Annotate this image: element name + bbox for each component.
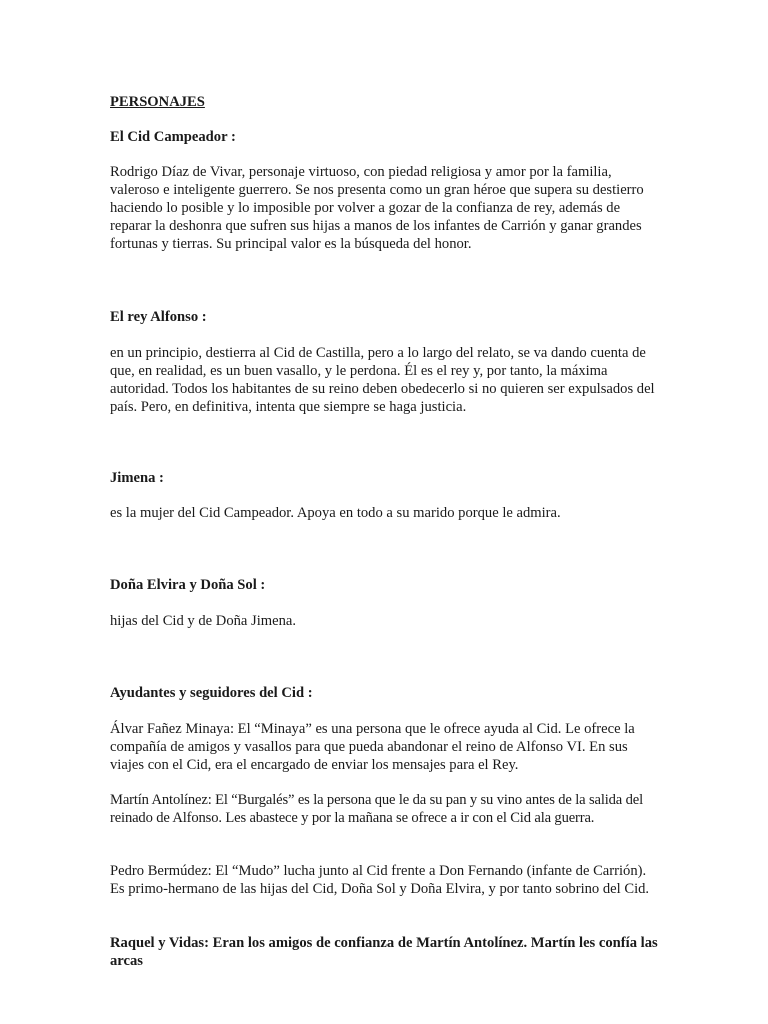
section-paragraph-martin-antolinez: Martín Antolínez: El “Burgalés” es la persona que le da su pan y su vino antes de la salida del reinado de Alfonso. Les abastece y por la mañana se ofrece a ir con el Cid ala guerra. bbox=[110, 792, 644, 826]
section-heading-jimena: Jimena : bbox=[110, 470, 164, 486]
section-heading-ayudantes: Ayudantes y seguidores del Cid : bbox=[110, 685, 313, 701]
section-heading-cid: El Cid Campeador : bbox=[110, 129, 236, 145]
section-heading-raquel-vidas: Raquel y Vidas: Eran los amigos de confianza de Martín Antolínez. Martín les confía las arcas bbox=[110, 935, 658, 969]
section-paragraph-rey-alfonso: en un principio, destierra al Cid de Castilla, pero a lo largo del relato, se va dando cuenta de que, en realidad, es un buen vasallo, y le perdona. Él es el rey y, por tanto, la máxima autoridad. Todos los habitantes de su reino deben obedecerlo si no quieren ser expulsados del país. Pero, en definitiva, intenta que siempre se haga justicia. bbox=[110, 345, 655, 415]
section-heading-elvira-sol: Doña Elvira y Doña Sol : bbox=[110, 577, 266, 593]
section-heading-rey-alfonso: El rey Alfonso : bbox=[110, 309, 207, 325]
section-paragraph-alvar-fanez: Álvar Fañez Minaya: El “Minaya” es una persona que le ofrece ayuda al Cid. Le ofrece la compañía de amigos y vasallos para que pueda abandonar el reino de Alfonso VI. En sus viajes con el Cid, era el encargado de enviar los mensajes para el Rey. bbox=[110, 721, 635, 773]
section-paragraph-elvira-sol: hijas del Cid y de Doña Jimena. bbox=[110, 613, 297, 629]
section-paragraph-pedro-bermudez: Pedro Bermúdez: El “Mudo” lucha junto al Cid frente a Don Fernando (infante de Carrión). Es primo-hermano de las hijas del Cid, Doña Sol y Doña Elvira, y por tanto sobrino del Cid. bbox=[110, 863, 650, 897]
section-paragraph-cid: Rodrigo Díaz de Vivar, personaje virtuoso, con piedad religiosa y amor por la familia, valeroso e inteligente guerrero. Se nos presenta como un gran héroe que supera su destierro haciendo lo posible y lo imposible por volver a gozar de la confianza de rey, además de reparar la deshonra que sufren sus hijas a manos de los infantes de Carrión y ganar grandes fortunas y tierras. Su principal valor es la búsqueda del honor. bbox=[110, 164, 644, 252]
section-paragraph-jimena: es la mujer del Cid Campeador. Apoya en todo a su marido porque le admira. bbox=[110, 505, 561, 521]
document-title: PERSONAJES bbox=[110, 94, 205, 110]
